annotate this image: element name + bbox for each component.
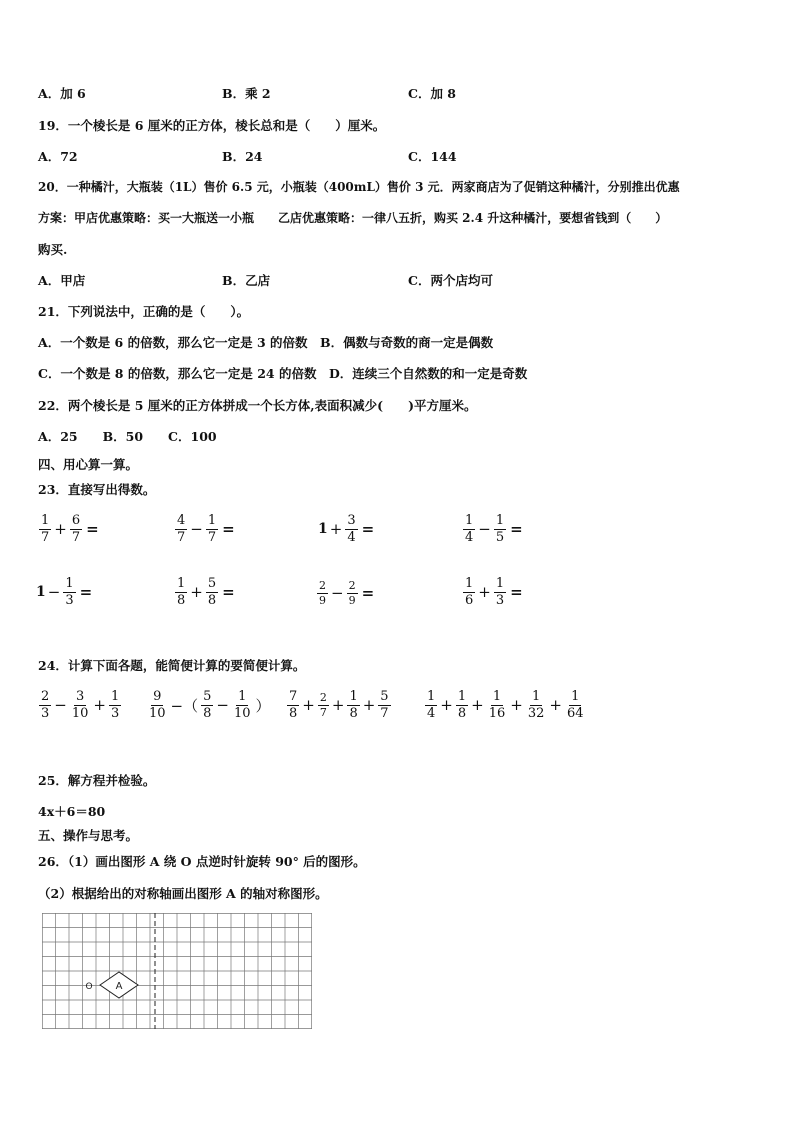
- q23-item-3: 1 + $\frac{3}{4}$ =: [318, 513, 375, 545]
- q18-option-b: B．乘 2: [222, 86, 271, 101]
- q21-options-cd: C．一个数是 8 的倍数，那么它一定是 24 的倍数 D．连续三个自然数的和一定是奇数: [38, 366, 528, 381]
- q23-item-5: 1 − $\frac{1}{3}$ =: [36, 576, 93, 608]
- q18-option-a: A．加 6: [38, 86, 86, 101]
- q23-item-6: $\frac{1}{8}$ + $\frac{5}{8}$ =: [177, 576, 235, 608]
- q26-part1: 26．（1）画出图形 A 绕 O 点逆时针旋转 90° 后的图形。: [38, 854, 366, 869]
- q25-equation: 4x＋6＝80: [38, 804, 106, 819]
- q20-stem-line1: 20．一种橘汁，大瓶装（1L）售价 6.5 元，小瓶装（400mL）售价 3 元．两家商店为了促销这种橘汁，分别推出优惠: [38, 180, 680, 194]
- q23-item-2: $\frac{4}{7}$ − $\frac{1}{7}$ =: [177, 513, 235, 545]
- q20-option-b: B．乙店: [222, 273, 271, 288]
- q24-expr-1: $\frac{2}{3}$ − $\frac{3}{10}$ + $\frac{1}{3}$: [41, 689, 120, 721]
- grid-svg: [42, 913, 312, 1029]
- q25-stem: 25．解方程并检验。: [38, 773, 156, 788]
- q21-options-ab: A．一个数是 6 的倍数，那么它一定是 3 的倍数 B．偶数与奇数的商一定是偶数: [38, 335, 494, 350]
- q19-option-b: B．24: [222, 149, 263, 164]
- q22-stem: 22．两个棱长是 5 厘米的正方体拼成一个长方体,表面积减少( )平方厘米。: [38, 398, 477, 413]
- q19-option-c: C．144: [408, 149, 457, 164]
- q24-stem: 24．计算下面各题，能简便计算的要简便计算。: [38, 658, 306, 673]
- grid-figure: [42, 913, 312, 1029]
- q19-stem: 19．一个棱长是 6 厘米的正方体，棱长总和是（ ）厘米。: [38, 118, 386, 133]
- q23-item-4: $\frac{1}{4}$ − $\frac{1}{5}$ =: [465, 513, 523, 545]
- q22-options: A．25 B．50 C．100: [38, 429, 217, 444]
- q23-item-1: $\frac{1}{7}$ + $\frac{6}{7}$ =: [41, 513, 99, 545]
- point-o-label: O: [85, 982, 93, 992]
- q20-option-a: A．甲店: [38, 273, 86, 288]
- q23-item-7: $\frac{2}{9}$ − $\frac{2}{9}$ =: [319, 579, 375, 607]
- q26-part2: （2）根据给出的对称轴画出图形 A 的轴对称图形。: [38, 886, 328, 901]
- q24-expr-3: $\frac{7}{8}$ + $\frac{2}{7}$ + $\frac{1}{8}$ + $\frac{5}{7}$: [289, 689, 389, 721]
- section4-heading: 四、用心算一算。: [38, 457, 139, 472]
- q20-stem-line3: 购买.: [38, 242, 68, 257]
- q23-stem: 23．直接写出得数。: [38, 482, 156, 497]
- q24-expr-2: $\frac{9}{10}$ −（ $\frac{5}{8}$ − $\frac{1}{10}$ ）: [149, 689, 271, 721]
- q19-option-a: A．72: [38, 149, 78, 164]
- section5-heading: 五、操作与思考。: [38, 828, 139, 843]
- grid-lines: [42, 913, 312, 1029]
- q24-expr-4: $\frac{1}{4}$ + $\frac{1}{8}$ + $\frac{1}{16}$ + $\frac{1}{32}$ + $\frac{1}{64}$: [427, 689, 584, 721]
- q18-option-c: C．加 8: [408, 86, 456, 101]
- shape-a-label: A: [115, 981, 123, 992]
- q20-option-c: C．两个店均可: [408, 273, 493, 288]
- q21-stem: 21．下列说法中，正确的是（ ）。: [38, 304, 250, 319]
- q20-stem-line2: 方案：甲店优惠策略：买一大瓶送一小瓶 乙店优惠策略：一律八五折，购买 2.4 升这种橘汁，要想省钱到（ ）: [38, 211, 668, 225]
- q23-item-8: $\frac{1}{6}$ + $\frac{1}{3}$ =: [465, 576, 523, 608]
